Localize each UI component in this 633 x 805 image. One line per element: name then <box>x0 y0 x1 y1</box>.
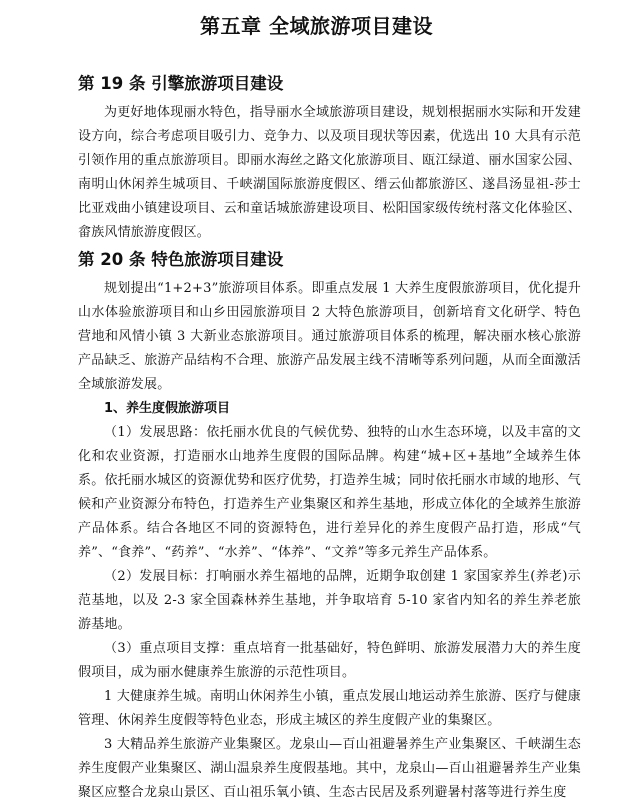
development-goal-paragraph: （2）发展目标：打响丽水养生福地的品牌，近期争取创建 1 家国家养生(养老)示范基地，以及 2-3 家全国森林养生基地，并争取培育 5-10 家省内知名的养生养老旅游基地。 <box>78 569 581 632</box>
section-title-19: 第 19 条 引擎旅游项目建设 <box>78 74 284 93</box>
subheading-health-resort: 1、养生度假旅游项目 <box>104 401 231 416</box>
industry-cluster-paragraph: 3 大精品养生旅游产业集聚区。龙泉山—百山祖避暑养生产业集聚区、千峡湖生态养生度假产业集聚区、湖山温泉养生度假基地。其中，龙泉山—百山祖避暑养生产业集聚区应整合龙泉山景区、百山祖乐氧小镇、生态古民居及系列避暑村落等进行养生度 <box>78 737 581 800</box>
section-19-paragraph: 为更好地体现丽水特色，指导丽水全域旅游项目建设，规划根据丽水实际和开发建设方向，综合考虑项目吸引力、竞争力、以及项目现状等因素，优选出 10 大具有示范引领作用的重点旅游项目。即丽水海丝之路文化旅游项目、瓯江绿道、丽水国家公园、南明山休闲养生城项目、千峡湖国际旅游度假区、缙云仙都旅游区、遂昌汤显祖-莎士比亚戏曲小镇建设项目、云和童话城旅游建设项目、松阳国家级传统村落文化体验区、畲族风情旅游度假区。 <box>78 105 581 240</box>
chapter-title: 第五章 全域旅游项目建设 <box>200 14 433 38</box>
section-title-20: 第 20 条 特色旅游项目建设 <box>78 250 284 269</box>
development-approach-paragraph: （1）发展思路：依托丽水优良的气候优势、独特的山水生态环境，以及丰富的文化和农业资源，打造丽水山地养生度假的国际品牌。构建“城+区+基地”全域养生体系。依托丽水城区的资源优势和医疗优势，打造养生城；同时依托丽水市域的地形、气候和产业资源分布特色，打造养生产业集聚区和养生基地，形成立体化的全域养生旅游产品体系。结合各地区不同的资源特色，进行差异化的养生度假产品打造，形成“气养”、“食养”、“药养”、“水养”、“体养”、“文养”等多元养生产品体系。 <box>78 425 581 560</box>
key-project-paragraph: （3）重点项目支撑：重点培育一批基础好，特色鲜明、旅游发展潜力大的养生度假项目，成为丽水健康养生旅游的示范性项目。 <box>78 641 581 680</box>
health-city-paragraph: 1 大健康养生城。南明山休闲养生小镇，重点发展山地运动养生旅游、医疗与健康管理、休闲养生度假等特色业态，形成主城区的养生度假产业的集聚区。 <box>78 689 581 728</box>
section-20-intro-paragraph: 规划提出“1+2+3”旅游项目体系。即重点发展 1 大养生度假旅游项目，优化提升山水体验旅游项目和山乡田园旅游项目 2 大特色旅游项目，创新培育文化研学、特色营地和风情小镇 3 大新业态旅游项目。通过旅游项目体系的梳理，解决丽水核心旅游产品缺乏、旅游产品结构不合理、旅游产品发展主线不清晰等系列问题，从而全面激活全域旅游发展。 <box>78 281 581 392</box>
